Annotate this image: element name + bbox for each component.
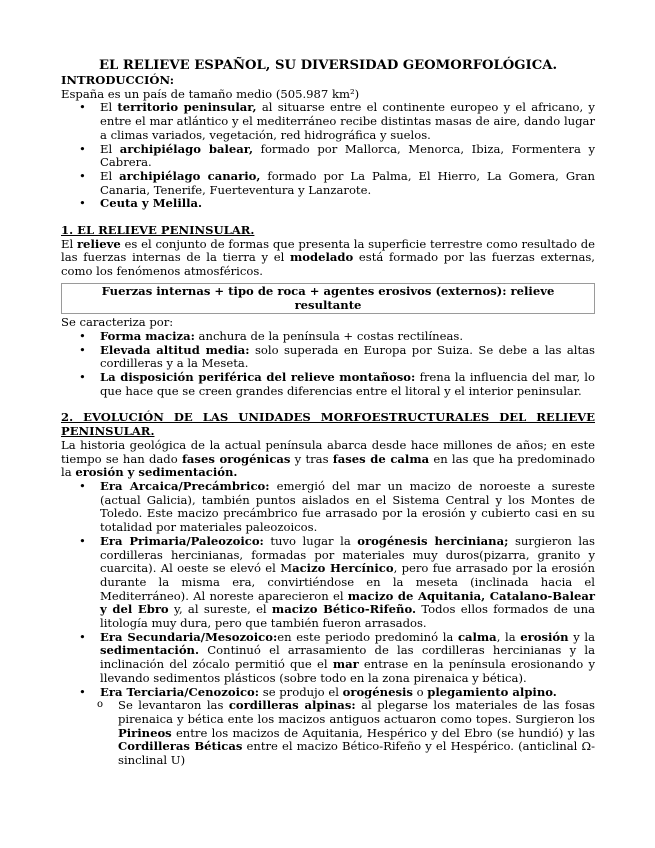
section-2-heading: 2. EVOLUCIÓN DE LAS UNIDADES MORFOESTRUCTURALES DEL RELIEVE PENINSULAR. xyxy=(61,410,595,439)
document-title: EL RELIEVE ESPAÑOL, SU DIVERSIDAD GEOMORFOLÓGICA. xyxy=(98,58,558,73)
intro-list xyxy=(61,101,595,211)
list-item: • Ceuta y Melilla. xyxy=(61,197,595,211)
intro-lead: España es un país de tamaño medio (505.987 km²) xyxy=(61,86,360,101)
section-1-paragraph: El relieve es el conjunto de formas que presenta la superficie terrestre como resultado de las fuerzas internas de la tierra y el modelado está formado por las fuerzas externas, como los fenómenos atmosféricos. xyxy=(61,236,596,279)
section-2-paragraph: La historia geológica de la actual península abarca desde hace millones de años; en este tiempo se han dado fases orogénicas y tras fases de calma en las que ha predominado la erosión y sedimentación. xyxy=(61,437,595,480)
eras-list xyxy=(61,480,595,768)
characteristics-list xyxy=(61,330,595,399)
list-item: • El archipiélago balear, formado por Mallorca, Menorca, Ibiza, Formentera y Cabrera. xyxy=(61,143,595,170)
sub-list xyxy=(79,699,595,768)
section-1-heading: 1. EL RELIEVE PENINSULAR. xyxy=(61,223,255,238)
list-item: • Forma maciza: anchura de la península + costas rectilíneas. xyxy=(61,330,595,344)
formula-box: Fuerzas internas + tipo de roca + agentes erosivos (externos): relieve resultante xyxy=(61,283,595,314)
intro-heading: INTRODUCCIÓN: xyxy=(61,73,174,87)
list-item: • Era Terciaria/Cenozoico: se produjo el orogénesis o plegamiento alpino. o Se levantaron las cordilleras alpinas: al plegarse los materiales de las fosas pirenaica y bética ente los macizos antiguos actuaron como topes. Surgieron los Pirineos entre los macizos de Aquitania, Hespérico y del Ebro (se hundió) y las Cordilleras Béticas entre el macizo Bético-Rifeño y el Hespérico. (anticlinal Ω- sinclinal U) xyxy=(61,686,595,768)
list-item: • Elevada altitud media: solo superada en Europa por Suiza. Se debe a las altas cordilleras y a la Meseta. xyxy=(61,344,595,371)
list-item: o Se levantaron las cordilleras alpinas: al plegarse los materiales de las fosas pirenaica y bética ente los macizos antiguos actuaron como topes. Surgieron los Pirineos entre los macizos de Aquitania, Hespérico y del Ebro (se hundió) y las Cordilleras Béticas entre el macizo Bético-Rifeño y el Hespérico. (anticlinal Ω- sinclinal U) xyxy=(79,699,595,768)
document-page xyxy=(61,58,595,768)
list-item: • El archipiélago canario, formado por La Palma, El Hierro, La Gomera, Gran Canaria, Tenerife, Fuerteventura y Lanzarote. xyxy=(61,170,595,197)
list-item: • El territorio peninsular, al situarse entre el continente europeo y el africano, y entre el mar atlántico y el mediterráneo recibe distintas masas de aire, dando lugar a climas variados, vegetación, red hidrográfica y suelos. xyxy=(61,101,595,142)
list-item: • Era Primaria/Paleozoico: tuvo lugar la orogénesis herciniana; surgieron las cordilleras hercinianas, formadas por materiales muy duros(pizarra, granito y cuarcita). Al oeste se elevó el Macizo Hercínico, pero fue arrasado por la erosión durante la misma era, convirtiéndose en la meseta (inclinada hacia el Mediterráneo). Al noreste aparecieron el macizo de Aquitania, Catalano-Balear y del Ebro y, al sureste, el macizo Bético-Rifeño. Todos ellos formados de una litología muy dura, pero que también fueron arrasados. xyxy=(61,535,595,631)
section-1-lead: Se caracteriza por: xyxy=(61,315,174,330)
list-item: • La disposición periférica del relieve montañoso: frena la influencia del mar, lo que hace que se creen grandes diferencias entre el litoral y el interior peninsular. xyxy=(61,371,595,398)
list-item: • Era Secundaria/Mesozoico:en este periodo predominó la calma, la erosión y la sedimentación. Continuó el arrasamiento de las cordilleras hercinianas y la inclinación del zócalo permitió que el mar entrase en la península erosionando y llevando sedimentos plásticos (sobre todo en la zona pirenaica y bética). xyxy=(61,631,595,686)
list-item: • Era Arcaica/Precámbrico: emergió del mar un macizo de noroeste a sureste (actual Galicia), también puntos aislados en el Sistema Central y los Montes de Toledo. Este macizo precámbrico fue arrasado por la erosión y cubierto casi en su totalidad por materiales paleozoicos. xyxy=(61,480,595,535)
